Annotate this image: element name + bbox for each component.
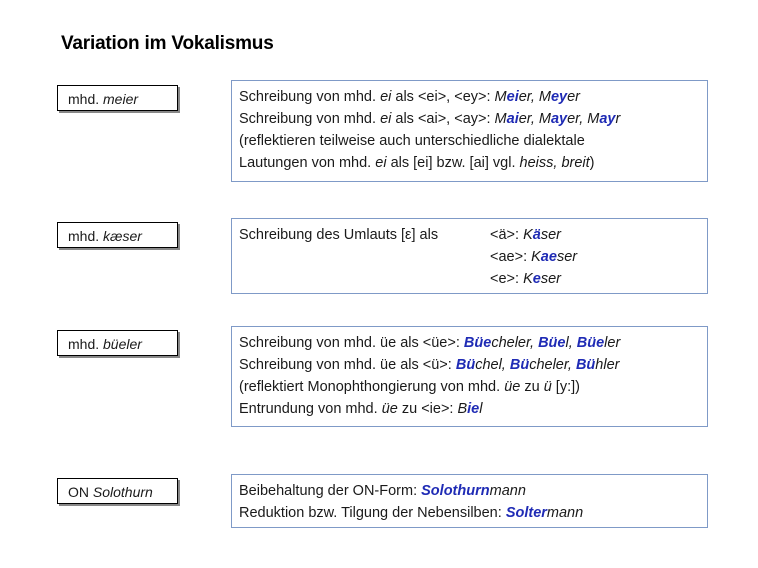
highlighted-segment: Bü (455, 357, 476, 373)
label-prefix: ON (68, 484, 93, 500)
text-segment: ser (540, 227, 561, 243)
text-segment: Lautungen von mhd. (239, 155, 376, 171)
text-segment: Schreibung von mhd. üe als <üe>: (239, 335, 464, 351)
umlaut-intro: Schreibung des Umlauts [ε] als (239, 227, 439, 243)
text-segment: r (615, 111, 621, 127)
highlighted-segment: Bü (575, 357, 596, 373)
text-segment: ü (543, 379, 552, 395)
text-segment: l (479, 401, 483, 417)
text-segment: ei (375, 155, 387, 171)
highlighted-segment: Solothurn (421, 483, 490, 499)
text-segment: hler (595, 357, 620, 373)
text-segment: ser (556, 249, 578, 265)
text-segment: M (494, 111, 507, 127)
highlighted-segment: Solter (505, 505, 547, 521)
text-segment: [y:]) (551, 379, 580, 395)
text-segment: l, (565, 335, 577, 351)
text-segment: chel, (475, 357, 510, 373)
text-segment: cheler, (529, 357, 576, 373)
highlighted-segment: e (532, 271, 541, 287)
text-line (239, 332, 707, 354)
text-segment: er (567, 89, 581, 105)
label-term: meier (103, 91, 139, 107)
text-segment: Schreibung von mhd. üe als <ü>: (239, 357, 456, 373)
text-segment: er, M (518, 111, 551, 127)
label-mhd-bueler (57, 330, 178, 356)
text-segment: als <ei>, <ey>: (391, 89, 495, 105)
highlighted-segment: Büe (576, 335, 605, 351)
highlighted-segment: ey (550, 89, 568, 105)
text-segment: Reduktion bzw. Tilgung der Nebensilben: (239, 505, 506, 521)
label-term: Solothurn (92, 484, 153, 500)
text-line (239, 108, 707, 130)
text-segment: (reflektiert Monophthongierung von mhd. (239, 379, 505, 395)
highlighted-segment: ä (532, 227, 541, 243)
text-line (490, 246, 577, 268)
highlighted-segment: ae (540, 249, 557, 265)
box-meier (231, 80, 708, 182)
umlaut-variants (490, 224, 577, 290)
label-term: büeler (103, 336, 142, 352)
text-segment: er, M (518, 89, 551, 105)
text-line (239, 152, 707, 174)
text-segment: K (531, 249, 541, 265)
text-segment: zu (520, 379, 544, 395)
highlighted-segment: ay (550, 111, 568, 127)
text-segment: ei (380, 111, 392, 127)
text-segment: M (494, 89, 507, 105)
label-term: kæser (103, 228, 142, 244)
text-segment: als <ai>, <ay>: (391, 111, 495, 127)
highlighted-segment: Büe (538, 335, 566, 351)
text-segment: <ae>: (490, 249, 532, 265)
highlighted-segment: ei (506, 89, 519, 105)
box-solothurn (231, 474, 708, 528)
text-line (490, 224, 577, 246)
highlighted-segment: Bü (509, 357, 530, 373)
text-segment: ler (604, 335, 621, 351)
text-segment: mann (489, 483, 526, 499)
text-line (239, 130, 707, 152)
text-line (490, 268, 577, 290)
text-segment: üe (381, 401, 398, 417)
label-on-solothurn (57, 478, 178, 504)
text-segment: cheler, (491, 335, 539, 351)
text-segment: als [ei] bzw. [ai] vgl. (386, 155, 520, 171)
highlighted-segment: ai (506, 111, 519, 127)
text-segment: <ä>: (490, 227, 524, 243)
highlighted-segment: ay (599, 111, 616, 127)
text-segment: ) (589, 155, 595, 171)
box-kaeser (231, 218, 708, 294)
text-line (239, 86, 707, 108)
text-segment: heiss, breit (519, 155, 590, 171)
page-title: Variation im Vokalismus (61, 33, 274, 54)
text-line (239, 502, 707, 524)
label-prefix: mhd. (68, 336, 104, 352)
text-line (239, 480, 707, 502)
text-segment: Entrundung von mhd. (239, 401, 382, 417)
label-prefix: mhd. (68, 228, 104, 244)
box-bueler (231, 326, 708, 427)
label-mhd-kaeser (57, 222, 178, 248)
label-mhd-meier (57, 85, 178, 111)
text-segment: <e>: (490, 271, 524, 287)
text-segment: Schreibung von mhd. (239, 89, 381, 105)
text-segment: Beibehaltung der ON-Form: (239, 483, 422, 499)
text-segment: mann (546, 505, 584, 521)
text-line (239, 398, 707, 420)
label-prefix: mhd. (68, 91, 104, 107)
text-segment: zu <ie>: (397, 401, 458, 417)
text-segment: B (457, 401, 468, 417)
highlighted-segment: ie (467, 401, 480, 417)
text-line (239, 354, 707, 376)
text-segment: ser (540, 271, 561, 287)
text-segment: K (523, 271, 533, 287)
text-segment: Schreibung von mhd. (239, 111, 381, 127)
text-segment: (reflektieren teilweise auch unterschiedliche dialektale (239, 133, 585, 149)
text-segment: üe (504, 379, 521, 395)
text-line (239, 376, 707, 398)
text-segment: er, M (567, 111, 600, 127)
text-segment: ei (380, 89, 392, 105)
text-segment: K (523, 227, 533, 243)
highlighted-segment: Büe (463, 335, 492, 351)
